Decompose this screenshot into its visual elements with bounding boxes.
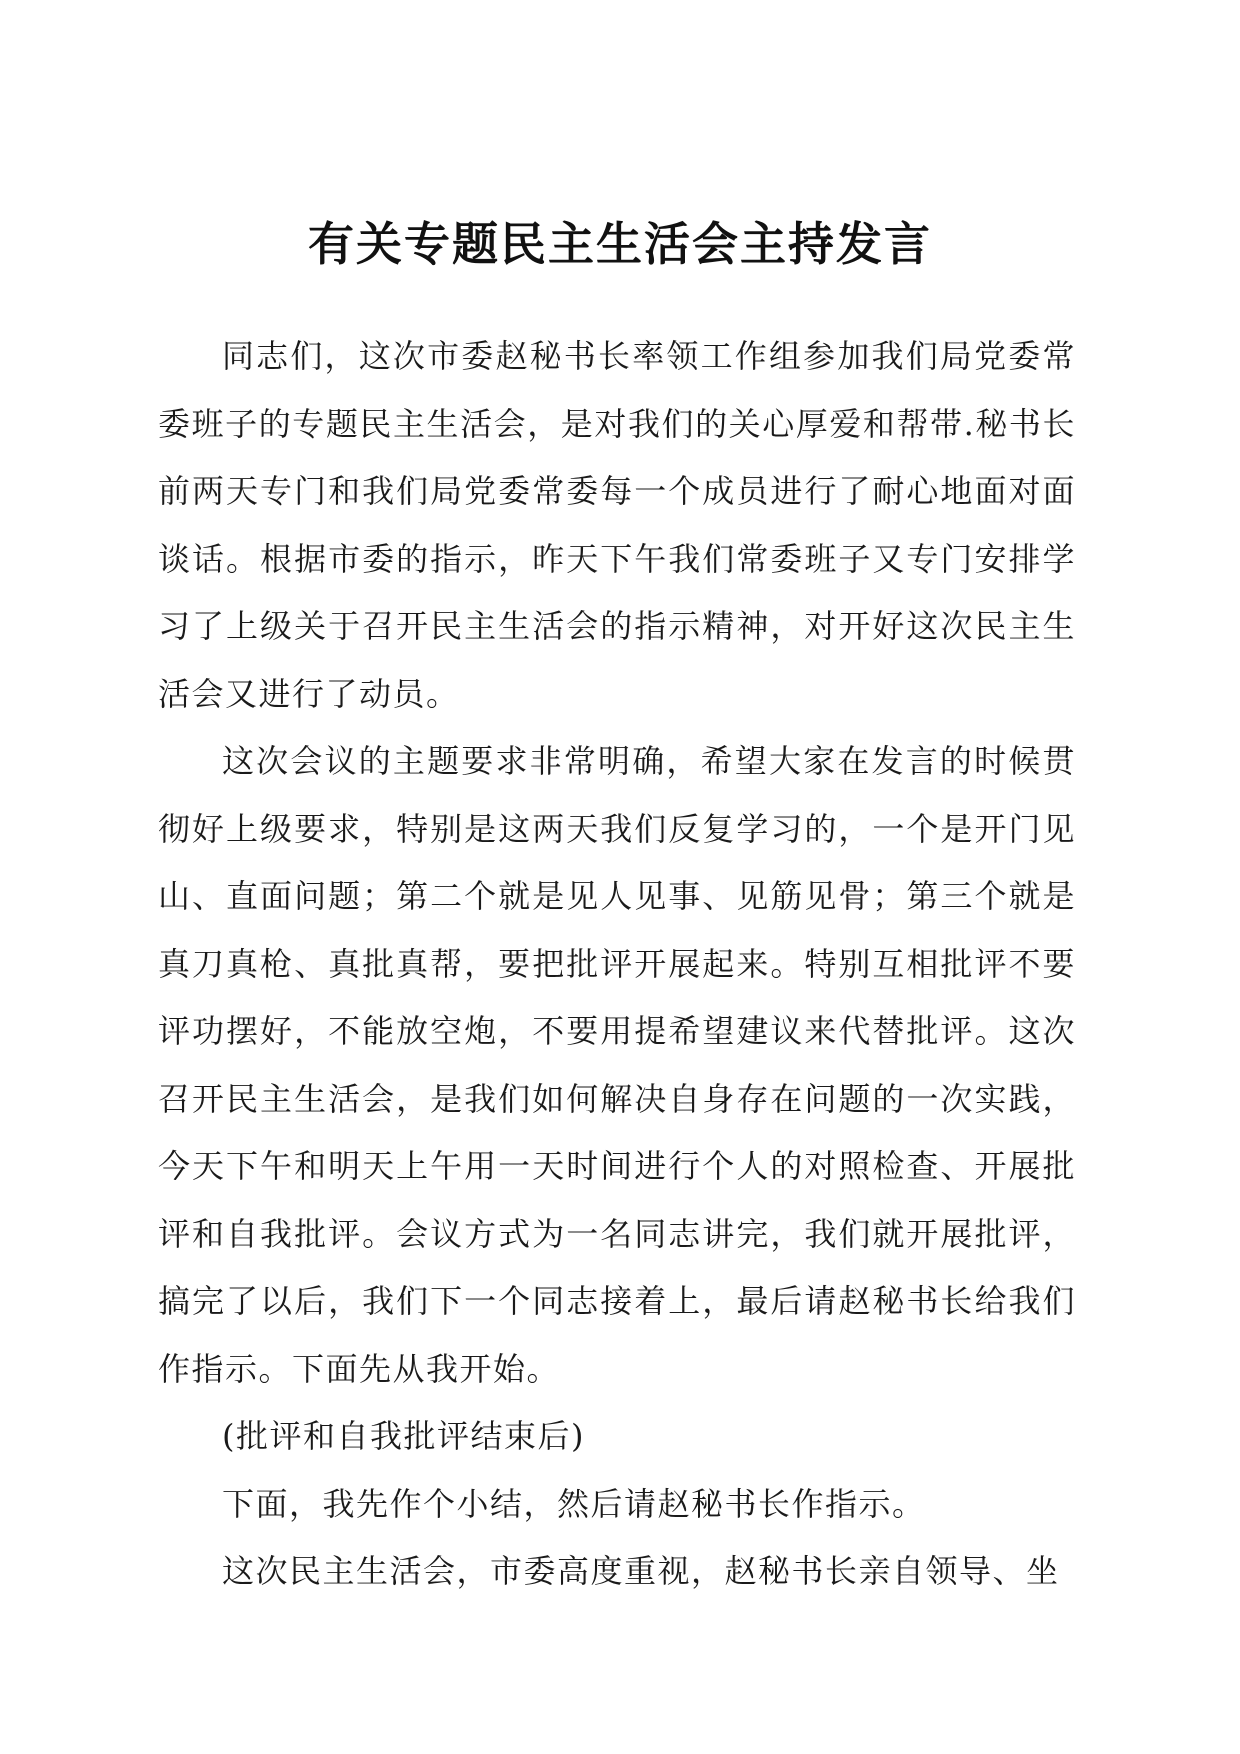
document-body bbox=[158, 323, 1076, 1606]
paragraph-stage-note: (批评和自我批评结束后) bbox=[222, 1417, 585, 1455]
document-title: 有关专题民主生活会主持发言 bbox=[308, 217, 932, 271]
paragraph-summary: 这次民主生活会，市委高度重视，赵秘书长亲自领导、坐 bbox=[222, 1552, 1060, 1590]
paragraph-meeting-requirements: 这次会议的主题要求非常明确，希望大家在发言的时候贯彻好上级要求，特别是这两天我们反复学习的，一个是开门见山、直面问题；第二个就是见人见事、见筋见骨；第三个就是真刀真枪、真批真帮，要把批评开展起来。特别互相批评不要评功摆好，不能放空炮，不要用提希望建议来代替批评。这次召开民主生活会，是我们如何解决自身存在问题的一次实践，今天下午和明天上午用一天时间进行个人的对照检查、开展批评和自我批评。会议方式为一名同志讲完，我们就开展批评，搞完了以后，我们下一个同志接着上，最后请赵秘书长给我们作指示。下面先从我开始。 bbox=[158, 742, 1076, 1388]
paragraph-summary-intro: 下面，我先作个小结，然后请赵秘书长作指示。 bbox=[222, 1484, 926, 1523]
paragraph-opening: 同志们，这次市委赵秘书长率领工作组参加我们局党委常委班子的专题民主生活会，是对我们的关心厚爱和帮带.秘书长前两天专门和我们局党委常委每一个成员进行了耐心地面对面谈话。根据市委的指示，昨天下午我们常委班子又专门安排学习了上级关于召开民主生活会的指示精神，对开好这次民主生活会又进行了动员。 bbox=[158, 337, 1076, 713]
